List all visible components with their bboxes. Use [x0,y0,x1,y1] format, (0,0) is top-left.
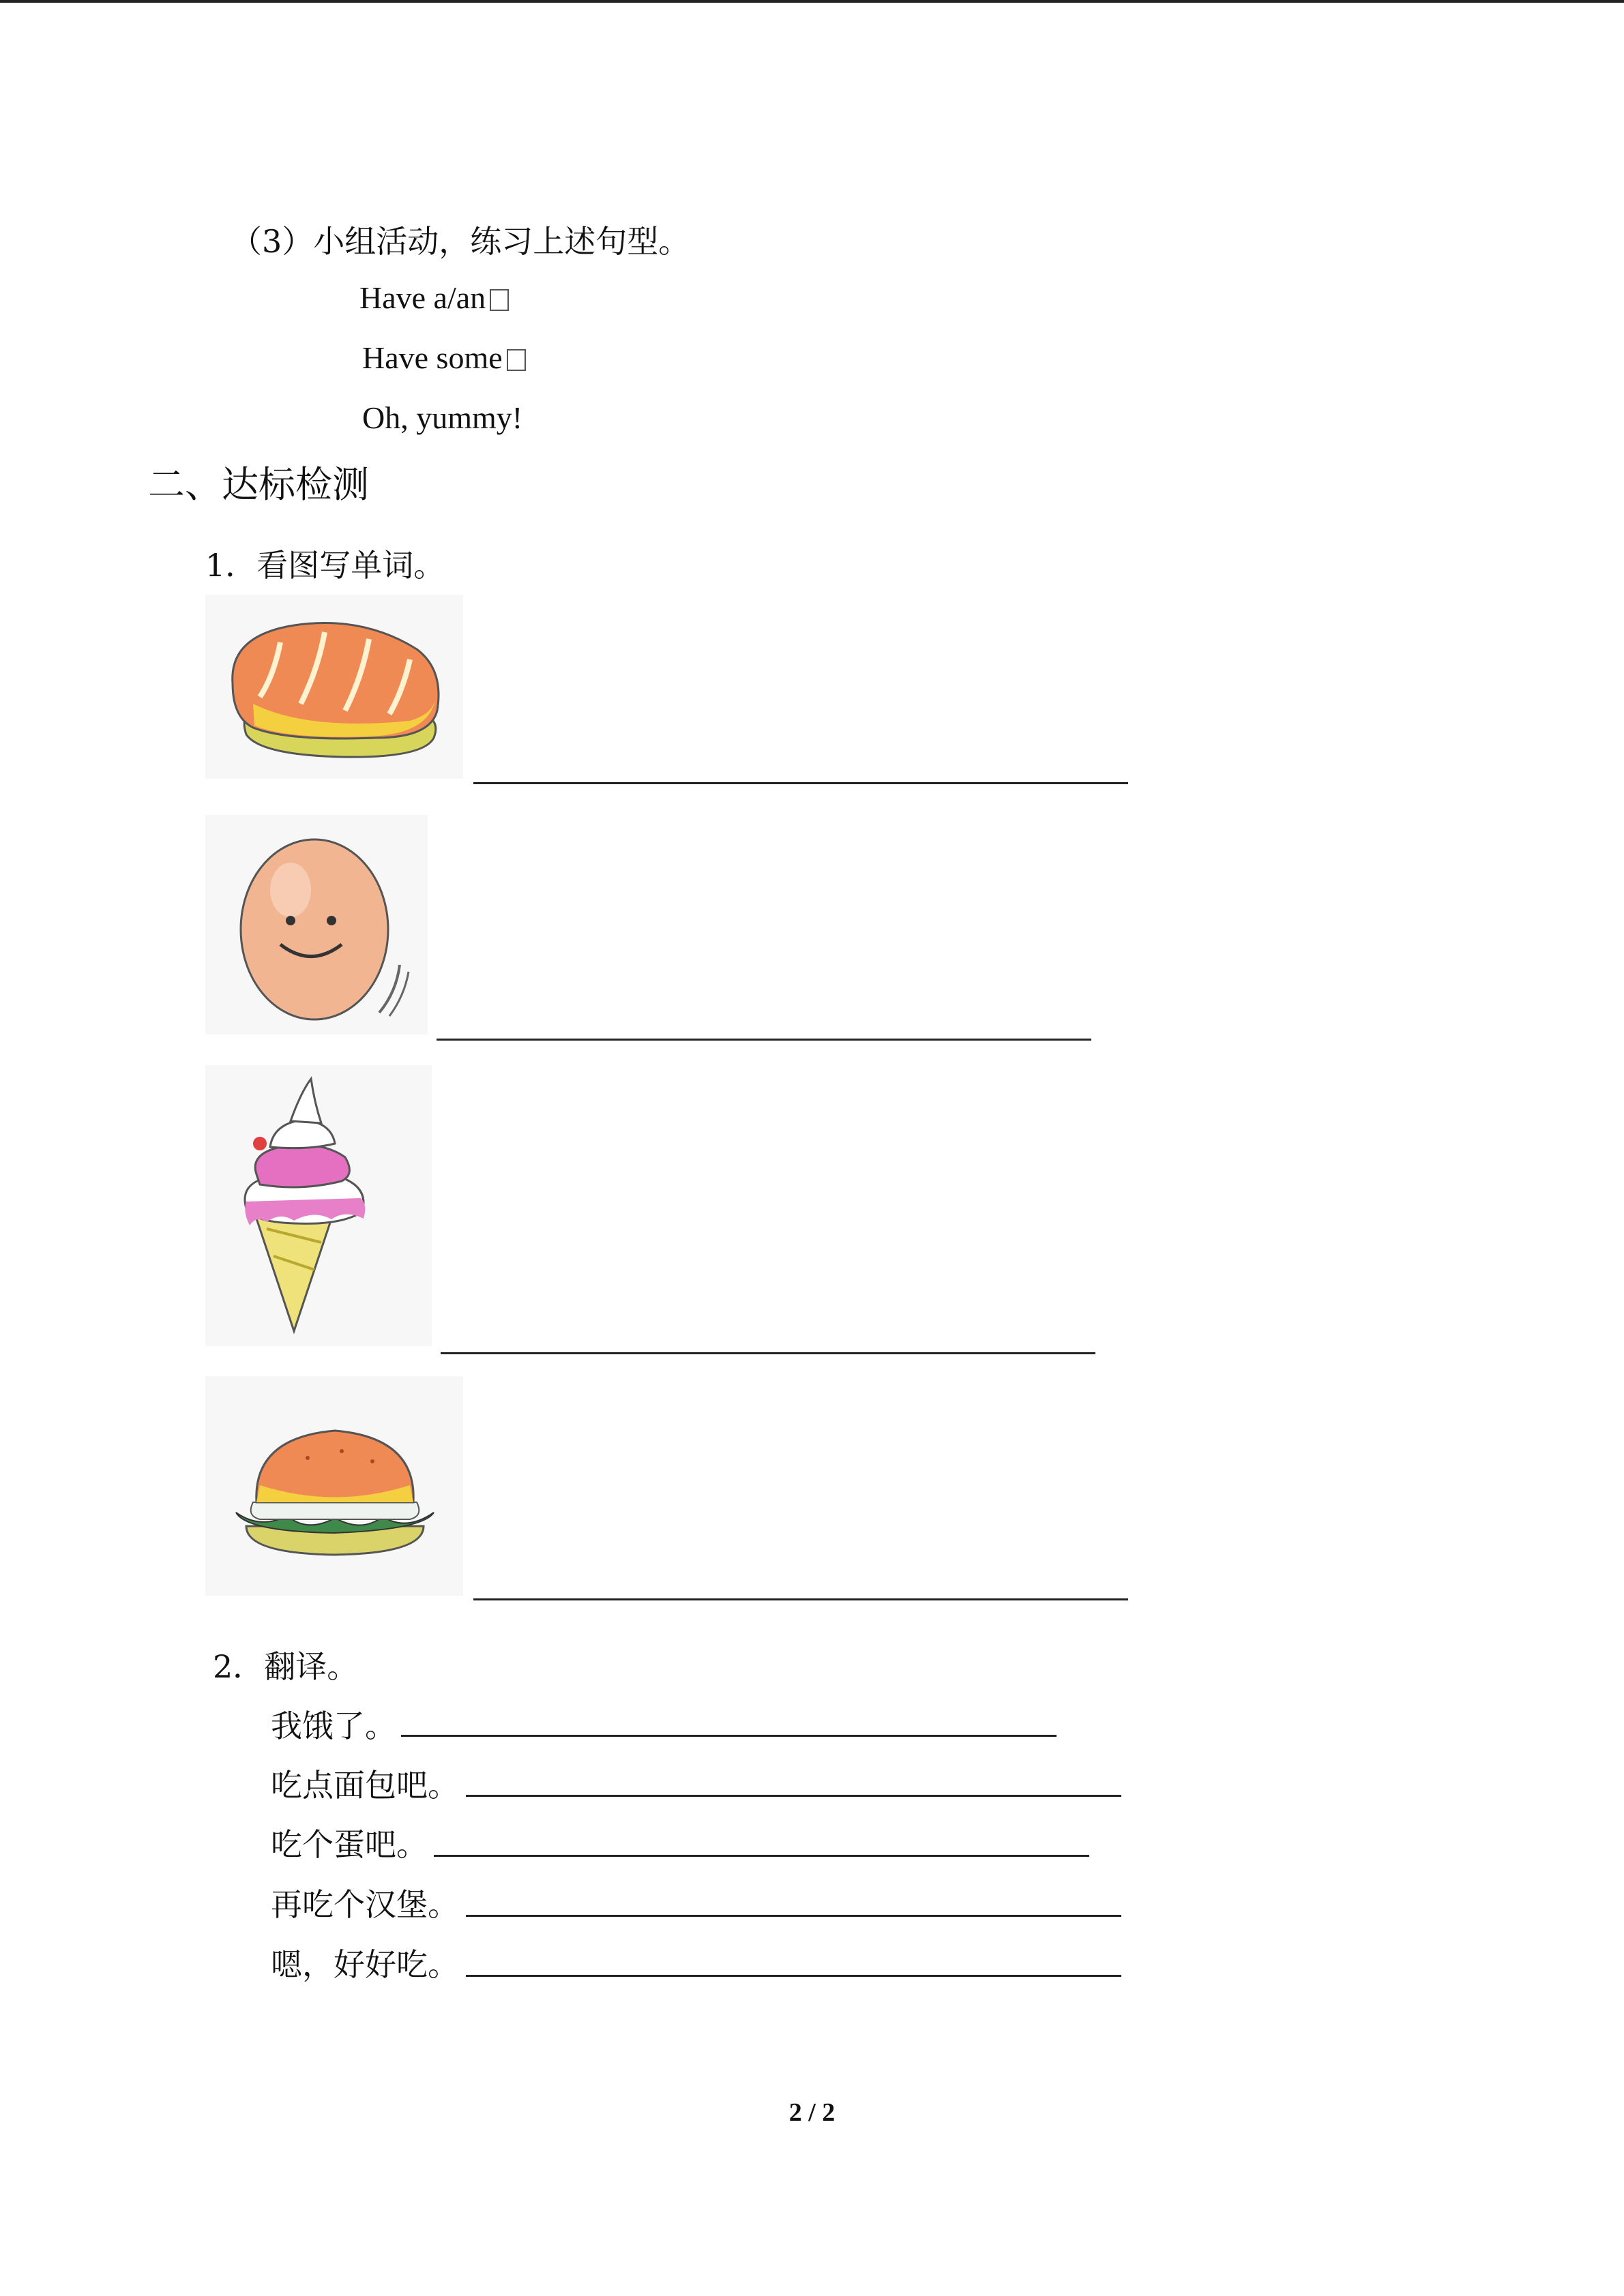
top-border [0,0,1624,3]
section-heading: 二、达标检测 [148,463,369,506]
q2-answer-line-2[interactable] [466,1795,1121,1797]
practice-intro: （3）小组活动，练习上述句型。 [231,223,690,260]
hamburger-picture [205,1376,463,1596]
bread-picture [205,595,463,779]
hamburger-icon [205,1376,463,1596]
pattern-have-a-an: Have a/an [359,280,509,316]
placeholder-box-icon [507,349,526,371]
q2-item-2: 吃点面包吧。 [271,1767,459,1804]
q1-answer-line-egg[interactable] [437,1039,1091,1041]
ice-cream-picture [205,1065,432,1346]
pattern-have-some: Have some [362,340,526,376]
q1-label: 1．看图写单词。 [205,547,445,584]
ice-cream-icon [205,1065,432,1346]
bread-icon [205,595,463,779]
q2-item-3: 吃个蛋吧。 [271,1826,428,1863]
q2-answer-line-4[interactable] [466,1915,1121,1917]
q1-answer-line-ice-cream[interactable] [441,1352,1095,1354]
q2-item-1: 我饿了。 [271,1708,396,1744]
q2-answer-line-3[interactable] [434,1855,1089,1857]
page-number: 2 / 2 [788,2098,836,2127]
q2-item-5: 嗯，好好吃。 [271,1946,459,1983]
q1-answer-line-hamburger[interactable] [473,1598,1128,1600]
egg-icon [205,815,428,1034]
egg-picture [205,815,428,1034]
q2-answer-line-1[interactable] [401,1735,1057,1737]
q2-answer-line-5[interactable] [466,1975,1121,1977]
q1-answer-line-bread[interactable] [473,782,1128,784]
pattern-oh-yummy: Oh, yummy! [362,400,523,435]
q2-item-4: 再吃个汉堡。 [271,1886,459,1923]
placeholder-box-icon [490,289,509,311]
q2-label: 2．翻译。 [213,1648,359,1685]
